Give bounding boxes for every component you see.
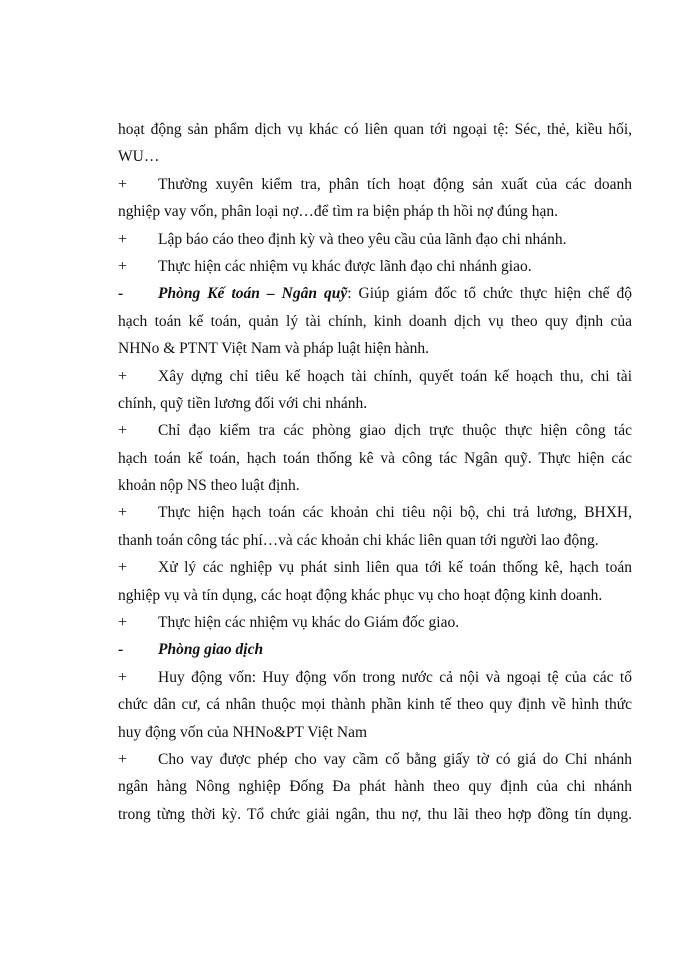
paragraph-line: thanh toán công tác phí…và các khoản chi khác liên quan tới người lao động. [118,531,599,549]
paragraph-line: NHNo & PTNT Việt Nam và pháp luật hiện hành. [118,340,430,358]
paragraph-line: nghiệp vay vốn, phân loại nợ…để tìm ra biện pháp th hồi nợ đúng hạn. [118,203,558,221]
plus-bullet: + [118,230,128,248]
document-page [118,116,632,828]
paragraph-line: hạch toán kế toán, hạch toán thống kê và công tác Ngân quỹ. Thực hiện các [118,449,632,467]
list-item [118,171,632,198]
list-item-text: Huy động vốn: Huy động vốn trong nước cả nội và ngoại tệ của các tổ [158,668,632,686]
paragraph-line: chính, quỹ tiền lương đối với chi nhánh. [118,394,368,412]
section-heading-item [118,636,632,663]
plus-bullet: + [118,614,128,632]
list-item [118,253,632,280]
list-item [118,664,632,691]
list-item [118,609,632,636]
section-heading-rest: : Giúp giám đốc tổ chức thực hiện chế độ [347,285,632,303]
plus-bullet: + [118,367,128,385]
paragraph-line: ngân hàng Nông nghiệp Đống Đa phát hành theo quy định của chi nhánh [118,778,632,796]
list-item [118,499,632,526]
list-item-text: Xây dựng chỉ tiêu kế hoạch tài chính, quyết toán kế hoạch thu, chi tài [158,367,632,385]
list-item-text: Thực hiện các nhiệm vụ khác được lãnh đạo chi nhánh giao. [158,257,532,275]
paragraph-line: hạch toán kế toán, quản lý tài chính, kinh doanh dịch vụ theo quy định của [118,312,632,330]
list-item [118,417,632,444]
list-item [118,226,632,253]
plus-bullet: + [118,668,128,686]
paragraph-line: trong từng thời kỳ. Tổ chức giải ngân, thu nợ, thu lãi theo hợp đồng tín dụng. [118,805,632,823]
plus-bullet: + [118,257,128,275]
section-heading: Phòng giao dịch [158,641,264,659]
section-heading-item [118,280,632,307]
plus-bullet: + [118,422,128,440]
paragraph-line: chức dân cư, cá nhân thuộc mọi thành phần kinh tế theo quy định về hình thức [118,696,632,714]
plus-bullet: + [118,750,128,768]
paragraph-line: WU… [118,148,160,166]
paragraph-line: hoạt động sản phẩm dịch vụ khác có liên quan tới ngoại tệ: Séc, thẻ, kiều hối, [118,121,632,138]
dash-bullet: - [118,641,124,659]
list-item [118,746,632,773]
plus-bullet: + [118,175,128,193]
list-item-text: Chỉ đạo kiểm tra các phòng giao dịch trực thuộc thực hiện công tác [158,422,632,440]
list-item-text: Cho vay được phép cho vay cầm cố bằng giấy tờ có giá do Chi nhánh [158,750,632,768]
plus-bullet: + [118,559,128,577]
list-item-text: Xử lý các nghiệp vụ phát sinh liên qua tới kế toán thống kê, hạch toán [158,559,632,577]
dash-bullet: - [118,285,124,303]
plus-bullet: + [118,504,128,522]
section-heading-line [158,280,632,307]
paragraph-line: nghiệp vụ và tín dụng, các hoạt động khác phục vụ cho hoạt động kinh doanh. [118,586,603,604]
list-item-text: Lập báo cáo theo định kỳ và theo yêu cầu của lãnh đạo chi nhánh. [158,230,567,248]
list-item [118,554,632,581]
list-item-text: Thực hiện các nhiệm vụ khác do Giám đốc giao. [158,614,460,632]
paragraph-line: khoản nộp NS theo luật định. [118,477,300,495]
section-heading: Phòng Kế toán – Ngân quỹ [158,285,348,303]
list-item [118,363,632,390]
list-item-text: Thực hiện hạch toán các khoản chi tiêu nội bộ, chi trả lương, BHXH, [158,504,632,522]
paragraph-line: huy động vốn của NHNo&PT Việt Nam [118,723,368,741]
list-item-text: Thường xuyên kiểm tra, phân tích hoạt động sản xuất của các doanh [158,175,632,193]
